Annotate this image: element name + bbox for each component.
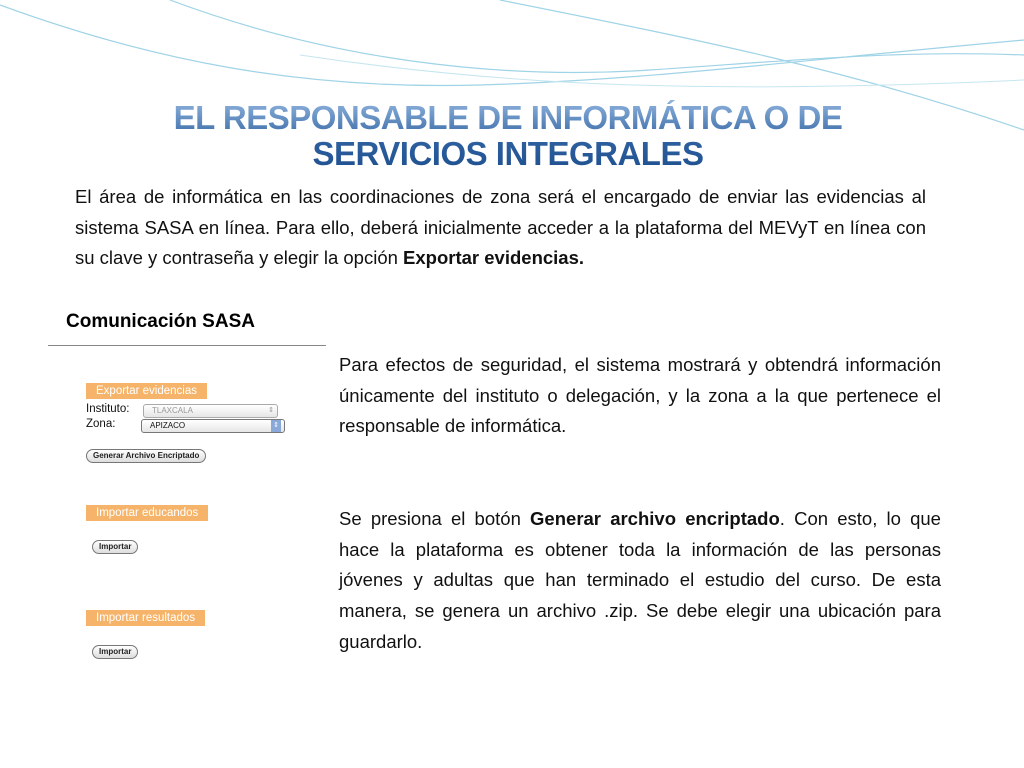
slide-title [150,100,866,172]
import-students-button[interactable]: Importar [92,540,138,554]
sasa-screenshot [48,305,330,675]
intro-text: El área de informática en las coordinaciones de zona será el encargado de enviar las evidencias al sistema SASA en línea. Para ello, deberá inicialmente acceder a la plataforma del MEVyT en línea con su clave y contraseña y elegir la opción [75,186,926,269]
select-arrows-icon: ⇕ [271,420,281,432]
title-line-2: SERVICIOS INTEGRALES [312,135,704,172]
zona-label: Zona: [86,418,116,430]
divider [48,345,326,346]
generate-paragraph [339,504,941,658]
security-paragraph: Para efectos de seguridad, el sistema mostrará y obtendrá información únicamente del instituto o delegación, y la zona a la que pertenece el responsable de informática. [339,354,941,437]
generate-text-post: . Con esto, lo que hace la plataforma es obtener toda la información de las personas jóvenes y adultas que han terminado el estudio del curso. De esta manera, se genera un archivo .zip. Se debe elegir una ubicación para guardarlo. [339,508,941,652]
instituto-value: TLAXCALA [152,406,193,415]
intro-bold: Exportar evidencias. [403,247,585,269]
select-arrows-icon: ⇕ [268,407,274,414]
import-results-button[interactable]: Importar [92,645,138,659]
import-results-header: Importar resultados [86,610,205,626]
generate-text-bold: Generar archivo encriptado [530,508,780,529]
generate-text-pre: Se presiona el botón [339,508,531,529]
instituto-select[interactable] [143,404,278,418]
generate-encrypted-button[interactable]: Generar Archivo Encriptado [86,449,206,463]
export-section-header: Exportar evidencias [86,383,207,399]
screenshot-heading: Comunicación SASA [66,311,255,332]
zona-select[interactable] [141,419,285,433]
import-students-header: Importar educandos [86,505,208,521]
intro-paragraph [75,182,926,274]
title-line-1: EL RESPONSABLE DE INFORMÁTICA O DE [173,99,843,136]
zona-value: APIZACO [150,421,186,430]
instituto-label: Instituto: [86,403,130,415]
